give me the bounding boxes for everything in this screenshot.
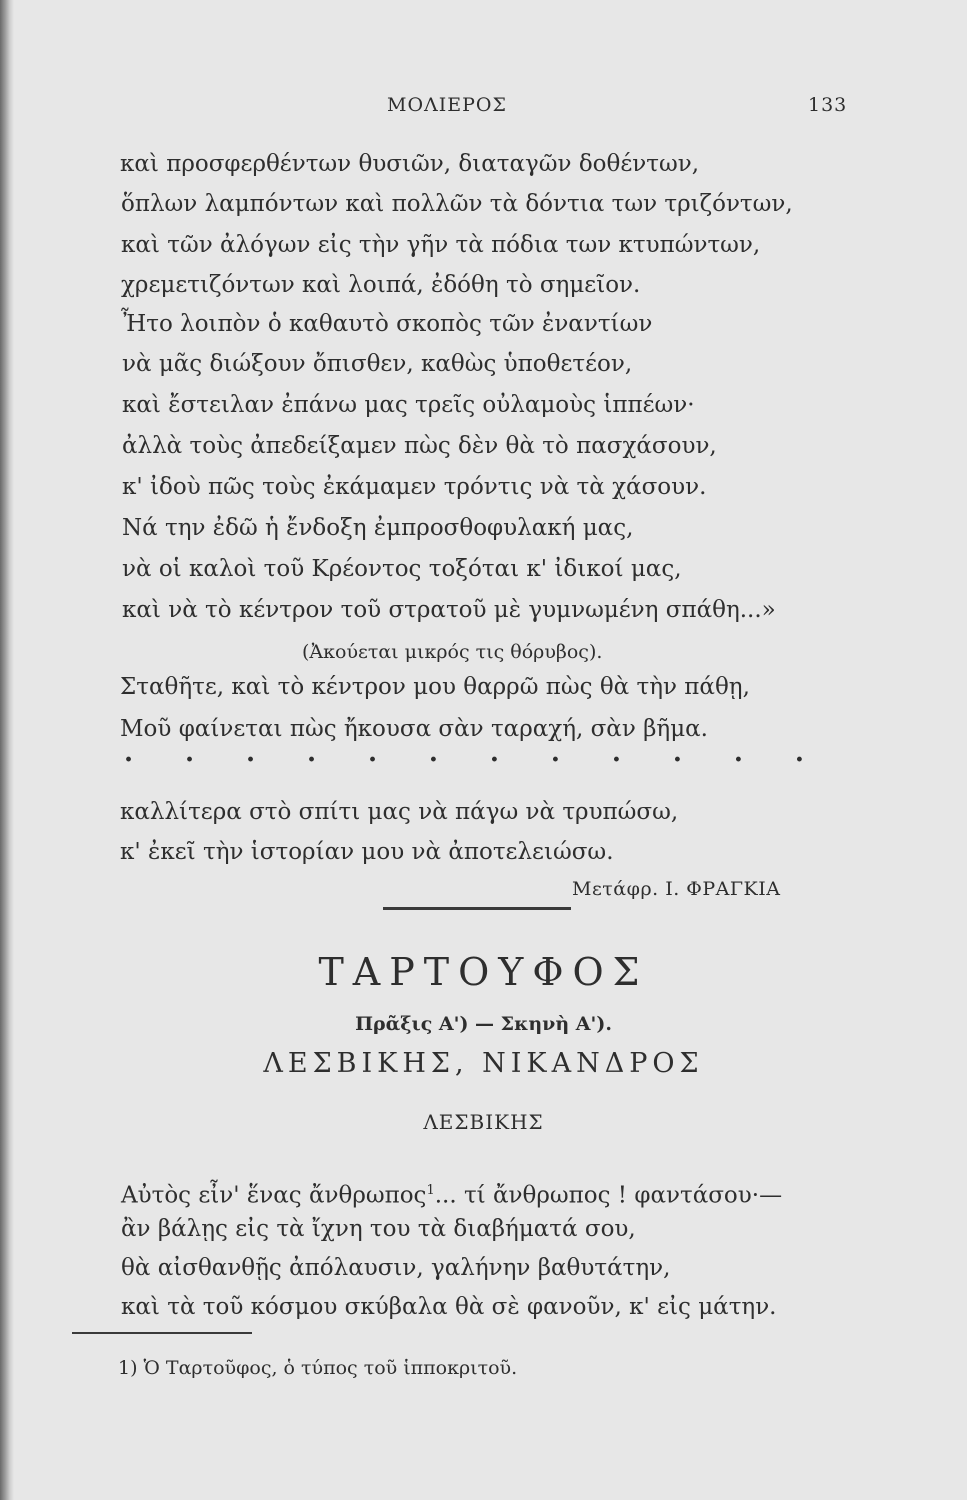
ellipsis-dot: .	[428, 738, 438, 768]
verse-line: νὰ μᾶς διώξουν ὄπισθεν, καθὼς ὑποθετέον,	[122, 351, 633, 377]
verse-line: κ' ἰδοὺ πῶς τοὺς ἐκάμαμεν τρόντις νὰ τὰ χάσουν.	[122, 474, 707, 500]
verse-line: ἀλλὰ τοὺς ἀπεδείξαμεν πὼς δὲν θὰ τὸ πασχάσουν,	[122, 433, 717, 459]
page-number: 133	[808, 94, 848, 116]
verse-line: Μοῦ φαίνεται πὼς ἤκουσα σὰν ταραχή, σὰν βῆμα.	[120, 716, 708, 742]
ellipsis-dot: .	[124, 738, 134, 768]
verse-line: Νά την ἐδῶ ἡ ἔνδοξη ἐμπροσθοφυλακή μας,	[122, 515, 634, 541]
footnote-rule	[72, 1332, 252, 1334]
verse-line: χρεμετιζόντων καὶ λοιπά, ἐδόθη τὸ σημεῖον.	[121, 272, 641, 298]
verse-line: καὶ προσφερθέντων θυσιῶν, διαταγῶν δοθέντων,	[120, 151, 700, 177]
verse-line: καὶ νὰ τὸ κέντρον τοῦ στρατοῦ μὲ γυμνωμένη σπάθη...»	[122, 597, 776, 623]
ellipsis-dot: .	[794, 738, 804, 768]
ellipsis-dot: .	[733, 738, 743, 768]
verse-line: καὶ τὰ τοῦ κόσμου σκύβαλα θὰ σὲ φανοῦν, κ' εἰς μάτην.	[121, 1294, 777, 1320]
footnote-marker: 1	[426, 1183, 435, 1198]
verse-text: ... τί ἄνθρωπος ! φαντάσου·—	[434, 1182, 783, 1209]
ellipsis-dot: .	[367, 738, 377, 768]
page-binding-edge	[0, 0, 14, 1500]
stage-direction: (Ἀκούεται μικρός τις θόρυβος).	[302, 641, 603, 663]
ellipsis-dots	[124, 738, 804, 768]
verse-line: νὰ οἱ καλοὶ τοῦ Κρέοντος τοξόται κ' ἰδικοί μας,	[122, 556, 682, 582]
ellipsis-dot: .	[245, 738, 256, 768]
verse-line: Σταθῆτε, καὶ τὸ κέντρον μου θαρρῶ πὼς θὰ τὴν πάθῃ,	[120, 674, 750, 700]
verse-line: καλλίτερα στὸ σπίτι μας νὰ πάγω νὰ τρυπώσω,	[120, 799, 679, 825]
ellipsis-dot: .	[611, 738, 621, 768]
verse-line: ἂν βάλῃς εἰς τὰ ἴχνη του τὰ διαβήματά σου,	[121, 1216, 636, 1242]
verse-line: καὶ τῶν ἀλόγων εἰς τὴν γῆν τὰ πόδια των κτυπώντων,	[121, 232, 761, 258]
translator-signature: Μετάφρ. Ι. ΦΡΑΓΚΙΑ	[572, 878, 781, 900]
ellipsis-dot: .	[306, 738, 317, 768]
verse-line: καὶ ἔστειλαν ἐπάνω μας τρεῖς οὐλαμοὺς ἱππέων·	[122, 392, 695, 418]
footnote: 1) Ὁ Ταρτοῦφος, ὁ τύπος τοῦ ἱπποκριτοῦ.	[118, 1357, 518, 1379]
verse-line: θὰ αἰσθανθῇς ἀπόλαυσιν, γαλήνην βαθυτάτην,	[121, 1255, 671, 1281]
speaker-name: ΛΕΣΒΙΚΗΣ	[423, 1110, 544, 1134]
running-head-title: ΜΟΛΙΕΡΟΣ	[387, 94, 507, 116]
characters-heading: ΛΕΣΒΙΚΗΣ, ΝΙΚΑΝΔΡΟΣ	[263, 1048, 704, 1079]
ellipsis-dot: .	[184, 738, 195, 768]
verse-text: Αὐτὸς εἶν' ἕνας ἄνθρωπος	[121, 1182, 427, 1209]
verse-line: ὅπλων λαμπόντων καὶ πολλῶν τὰ δόντια των τριζόντων,	[121, 191, 793, 217]
verse-line	[121, 1177, 967, 1210]
act-scene-heading: Πρᾶξις Α') — Σκηνὴ Α').	[355, 1013, 612, 1035]
ellipsis-dot: .	[672, 738, 682, 768]
ellipsis-dot: .	[489, 738, 499, 768]
verse-line: κ' ἐκεῖ τὴν ἱστορίαν μου νὰ ἀποτελειώσω.	[120, 839, 614, 865]
section-divider	[383, 907, 571, 910]
ellipsis-dot: .	[550, 738, 560, 768]
verse-line: Ἦτο λοιπὸν ὁ καθαυτὸ σκοπὸς τῶν ἐναντίων	[121, 311, 653, 337]
play-title: ΤΑΡΤΟΥΦΟΣ	[318, 950, 649, 994]
